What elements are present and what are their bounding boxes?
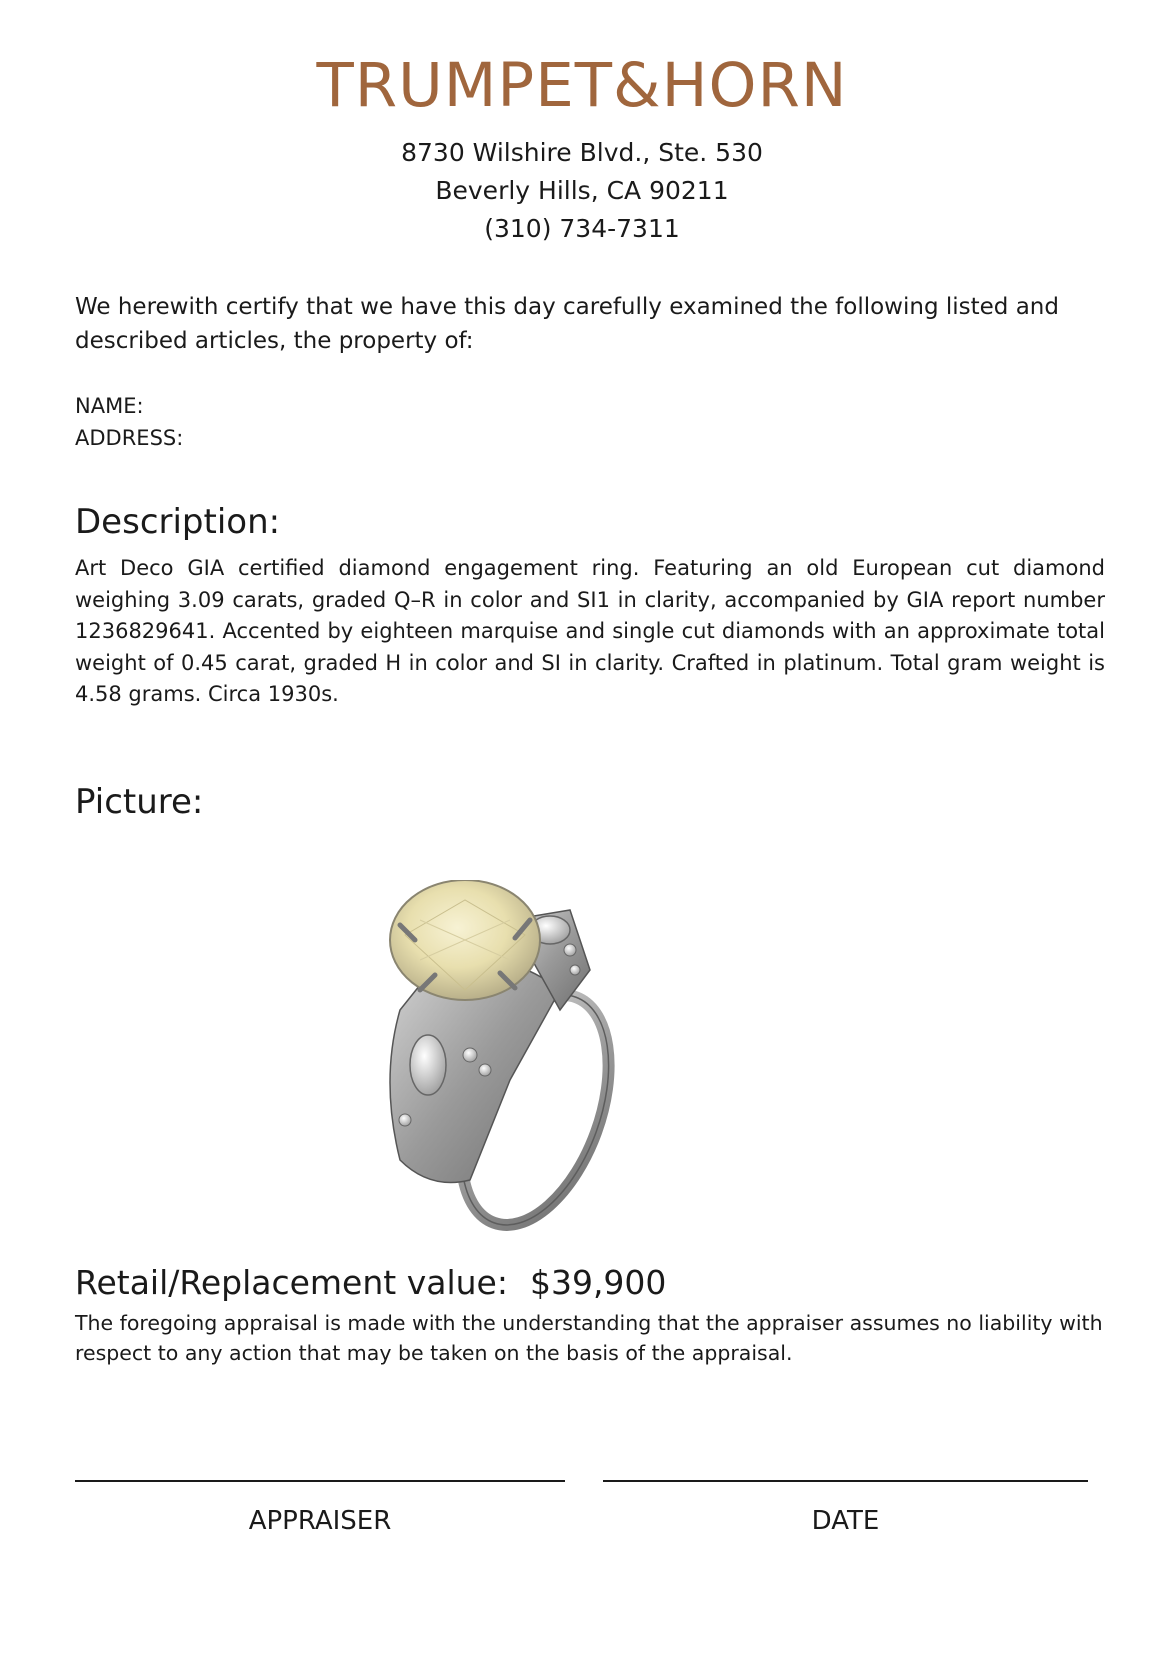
date-signature-line [603, 1480, 1088, 1482]
retail-value [75, 1262, 1105, 1304]
appraisal-disclaimer: The foregoing appraisal is made with the understanding that the appraiser assumes no liability with respect to any action that may be taken on the basis of the appraisal. [75, 1311, 1103, 1365]
ring-photo [360, 880, 660, 1240]
address-line-2: Beverly Hills, CA 90211 [435, 176, 729, 205]
appraiser-signature-line [75, 1480, 565, 1482]
brand-logo: TRUMPET&HORN [316, 50, 848, 121]
owner-fields [75, 390, 675, 454]
phone-number: (310) 734-7311 [484, 214, 680, 243]
address-label: ADDRESS: [75, 426, 184, 450]
address-line-1: 8730 Wilshire Blvd., Ste. 530 [401, 138, 763, 167]
value-amount: $39,900 [529, 1263, 667, 1302]
store-address [0, 134, 1164, 248]
value-label: Retail/Replacement value: [75, 1263, 508, 1302]
date-label: DATE [811, 1506, 880, 1536]
ring-illustration [360, 880, 660, 1240]
name-label: NAME: [75, 394, 144, 418]
description-heading: Description: [75, 502, 281, 542]
picture-heading: Picture: [75, 782, 204, 822]
appraiser-label: APPRAISER [248, 1506, 392, 1536]
certification-statement: We herewith certify that we have this day carefully examined the following listed and described articles, the property of: [75, 294, 1059, 354]
description-text: Art Deco GIA certified diamond engagement ring. Featuring an old European cut diamond weighing 3.09 carats, graded Q–R in color and SI1 in clarity, accompanied by GIA report number 1236829641. Accented by eighteen marquise and single cut diamonds with an approximate total weight of 0.45 carat, graded H in color and SI in clarity. Crafted in platinum. Total gram weight is 4.58 grams. Circa 1930s. [75, 556, 1105, 707]
